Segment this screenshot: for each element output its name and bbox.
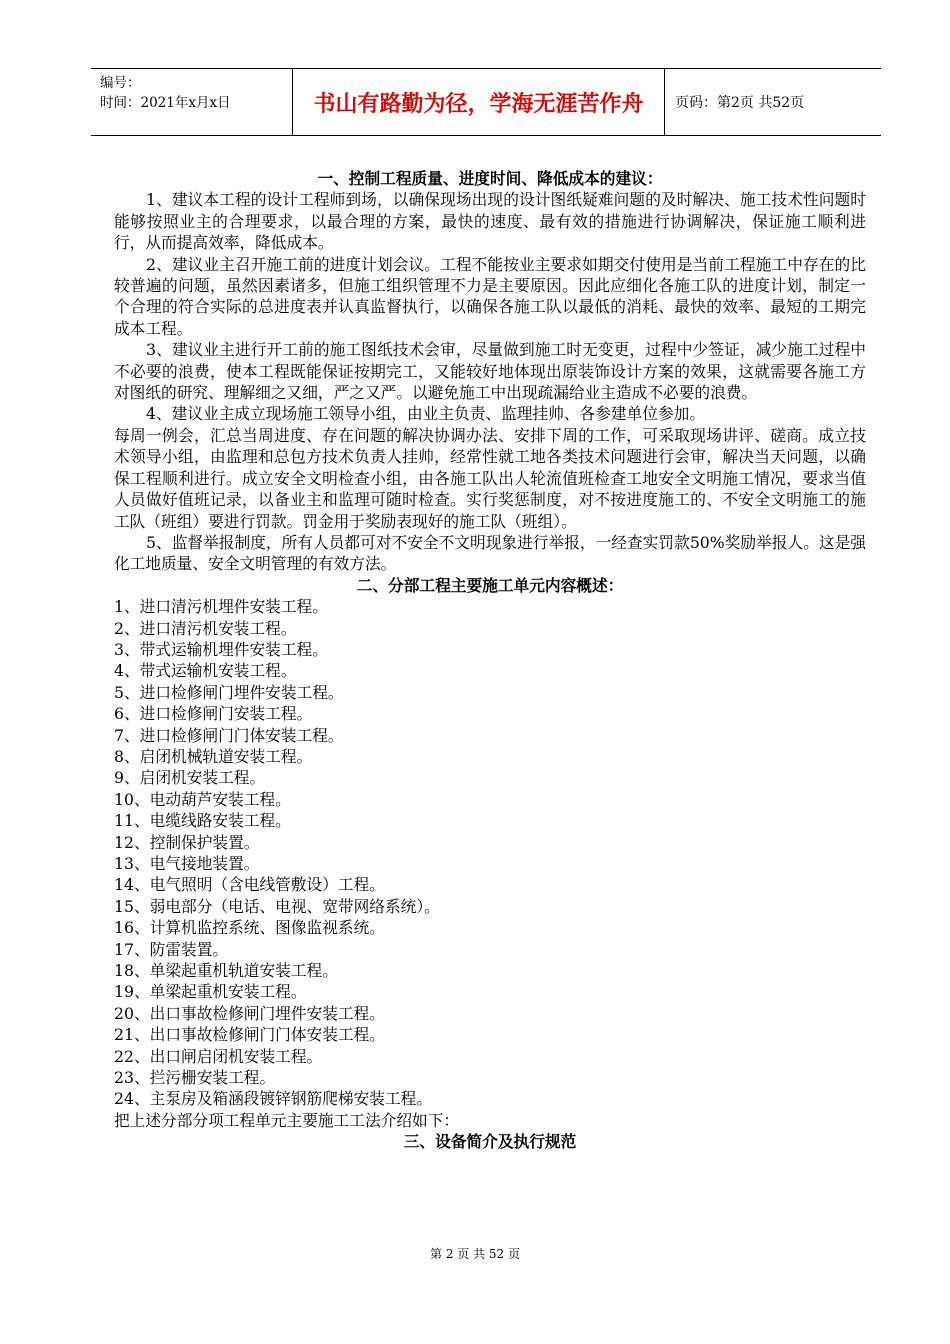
page-header [91,68,881,136]
list-item: 15、弱电部分（电话、电视、宽带网络系统）。 [114,896,440,916]
list-item: 22、出口闸启闭机安装工程。 [114,1046,323,1066]
list-item: 7、进口检修闸门门体安装工程。 [114,725,344,745]
document-body [114,168,866,1153]
list-item: 20、出口事故检修闸门埋件安装工程。 [114,1003,385,1023]
list-item: 12、控制保护装置。 [114,832,260,852]
header-motto: 书山有路勤为径，学海无涯苦作舟 [293,69,665,135]
list-item: 17、防雷装置。 [114,939,229,959]
header-meta [91,69,293,135]
list-item: 3、带式运输机埋件安装工程。 [114,639,328,659]
section-title-2: 二、分部工程主要施工单元内容概述： [356,575,624,595]
list-item: 8、启闭机械轨道安装工程。 [114,746,313,766]
page-footer: 第 2 页 共 52 页 [430,1247,520,1261]
list-item: 18、单梁起重机轨道安装工程。 [114,961,338,981]
section-title-3: 三、设备简介及执行规范 [403,1132,577,1152]
list-item: 11、电缆线路安装工程。 [114,811,291,831]
list-item: 23、拦污栅安装工程。 [114,1068,276,1088]
time-label: 时间：2021年x月x日 [100,95,231,111]
summary-line: 把上述分部分项工程单元主要施工工法介绍如下： [114,1110,460,1130]
list-item: 2、进口清污机安装工程。 [114,618,297,638]
list-item: 21、出口事故检修闸门门体安装工程。 [114,1025,385,1045]
list-item: 16、计算机监控系统、图像监视系统。 [114,918,385,938]
list-item: 13、电气接地装置。 [114,854,260,873]
list-item: 9、启闭机安装工程。 [114,768,266,788]
paragraph-3: 3、建议业主进行开工前的施工图纸技术会审，尽量做到施工时无变更，过程中少签证，减少施工过程中不必要的浪费，使本工程既能保证按期完工，又能较好地体现出原装饰设计方案的效果，这就需要各施工方对图纸的研究、理解细之又细，严之又严。以避免施工中出现疏漏给业主造成不必要的浪费。 [114,340,866,403]
work-item-list [114,596,866,1110]
paragraph-5: 5、监督举报制度，所有人员都可对不安全不文明现象进行举报，一经查实罚款50%奖励举报人。这是强化工地质量、安全文明管理的有效方法。 [114,532,866,574]
list-item: 14、电气照明（含电线管敷设）工程。 [114,875,385,895]
paragraph-4-first-line: 4、建议业主成立现场施工领导小组，由业主负责、监理挂帅、各参建单位参加。 [146,404,706,424]
header-page-label: 页码：第2页 共52页 [675,95,805,111]
list-item: 10、电动葫芦安装工程。 [114,789,291,809]
list-item: 19、单梁起重机安装工程。 [114,982,307,1002]
list-item: 1、进口清污机埋件安装工程。 [114,597,328,617]
paragraph-2: 2、建议业主召开施工前的进度计划会议。工程不能按业主要求如期交付使用是当前工程施工中存在的比较普遍的问题，虽然因素诸多，但施工组织管理不力是主要原因。因此应细化各施工队的进度计划，制定一个合理的符合实际的总进度表并认真监督执行，以确保各施工队以最低的消耗、最快的效率、最短的工期完成本工程。 [114,254,866,338]
paragraph-1: 1、建议本工程的设计工程师到场，以确保现场出现的设计图纸疑难问题的及时解决、施工技术性问题时能够按照业主的合理要求，以最合理的方案，最快的速度、最有效的措施进行协调解决，保证施工顺利进行，从而提高效率，降低成本。 [114,190,866,253]
list-item: 24、主泵房及箱涵段镀锌钢筋爬梯安装工程。 [114,1089,433,1109]
section-title-1: 一、控制工程质量、进度时间、降低成本的建议： [317,169,663,188]
list-item: 6、进口检修闸门安装工程。 [114,704,313,724]
list-item: 5、进口检修闸门埋件安装工程。 [114,682,344,702]
list-item: 4、带式运输机安装工程。 [114,661,297,681]
paragraph-4-body: 每周一例会，汇总当周进度、存在问题的解决协调办法、安排下周的工作，可采取现场讲评、磋商。成立技术领导小组，由监理和总包方技术负责人挂帅，经常性就工地各类技术问题进行会审，解决当天问题，以确保工程顺利进行。成立安全文明检查小组，由各施工队出人轮流值班检查工地安全文明施工情况，要求当值人员做好值班记录，以备业主和监理可随时检查。实行奖惩制度，对不按进度施工的、不安全文明施工的施工队（班组）要进行罚款。罚金用于奖励表现好的施工队（班组）。 [114,425,866,531]
number-label: 编号： [100,75,141,91]
